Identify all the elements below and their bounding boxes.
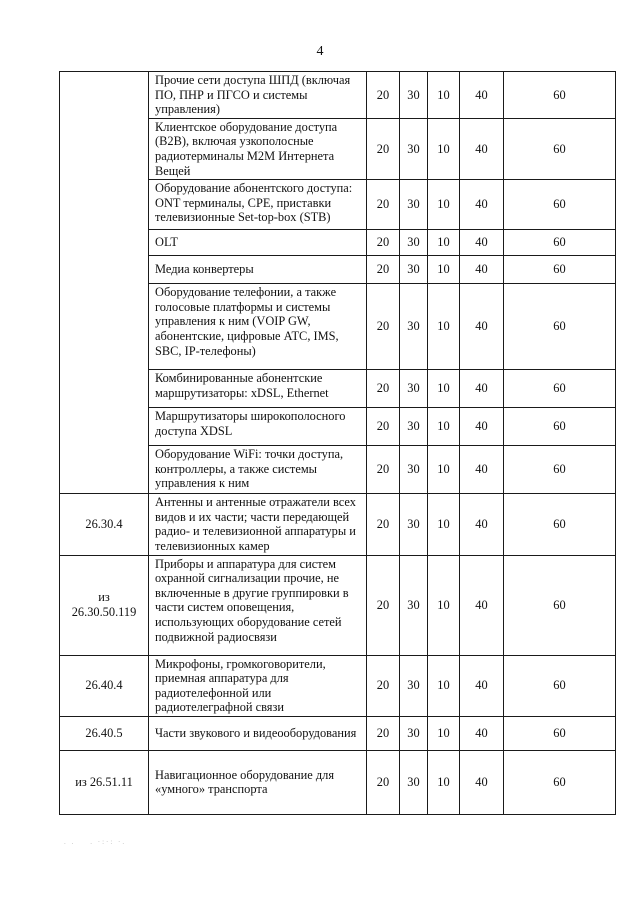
value-cell-5: 60: [504, 180, 616, 230]
value-cell-5: 60: [504, 256, 616, 284]
value-cell-5: 60: [504, 370, 616, 408]
table-row: [60, 72, 616, 119]
value-cell-2: 30: [400, 284, 428, 370]
value-cell-1: 20: [367, 555, 400, 655]
value-cell-1: 20: [367, 256, 400, 284]
value-cell-4: 40: [460, 655, 504, 716]
value-cell-2: 30: [400, 750, 428, 814]
value-cell-2: 30: [400, 555, 428, 655]
value-cell-1: 20: [367, 370, 400, 408]
equipment-description-cell: Оборудование WiFi: точки доступа, контроллеры, а также системы управления к ним: [149, 446, 367, 494]
value-cell-1: 20: [367, 180, 400, 230]
okpd-code-cell: из 26.30.50.119: [60, 555, 149, 655]
value-cell-2: 30: [400, 446, 428, 494]
okpd-code-cell: 26.40.5: [60, 716, 149, 750]
value-cell-4: 40: [460, 256, 504, 284]
okpd-code-cell: 26.40.4: [60, 655, 149, 716]
equipment-description-cell: Микрофоны, громкоговорители, приемная аппаратура для радиотелефонной или радиотелеграфной связи: [149, 655, 367, 716]
value-cell-3: 10: [428, 370, 460, 408]
value-cell-3: 10: [428, 118, 460, 179]
value-cell-2: 30: [400, 716, 428, 750]
value-cell-4: 40: [460, 555, 504, 655]
value-cell-4: 40: [460, 494, 504, 555]
value-cell-4: 40: [460, 408, 504, 446]
equipment-description-cell: Навигационное оборудование для «умного» транспорта: [149, 750, 367, 814]
value-cell-5: 60: [504, 408, 616, 446]
value-cell-3: 10: [428, 256, 460, 284]
value-cell-5: 60: [504, 494, 616, 555]
equipment-description-cell: Маршрутизаторы широкополосного доступа XDSL: [149, 408, 367, 446]
equipment-description-cell: Клиентское оборудование доступа (B2B), включая узкополосные радиотерминалы M2M Интернета Вещей: [149, 118, 367, 179]
equipment-description-cell: Прочие сети доступа ШПД (включая ПО, ПНР и ПГСО и системы управления): [149, 72, 367, 119]
value-cell-3: 10: [428, 180, 460, 230]
value-cell-5: 60: [504, 750, 616, 814]
value-cell-1: 20: [367, 284, 400, 370]
value-cell-5: 60: [504, 555, 616, 655]
value-cell-4: 40: [460, 180, 504, 230]
equipment-description-cell: Комбинированные абонентские маршрутизаторы: xDSL, Ethernet: [149, 370, 367, 408]
value-cell-4: 40: [460, 284, 504, 370]
value-cell-3: 10: [428, 716, 460, 750]
value-cell-5: 60: [504, 284, 616, 370]
value-cell-3: 10: [428, 408, 460, 446]
table-body: [60, 72, 616, 815]
value-cell-1: 20: [367, 446, 400, 494]
value-cell-4: 40: [460, 716, 504, 750]
equipment-description-cell: Оборудование телефонии, а также голосовые платформы и системы управления к ним (VOIP GW, абонентские, цифровые АТС, IMS, SBC, IP-телефоны): [149, 284, 367, 370]
value-cell-2: 30: [400, 118, 428, 179]
equipment-table: [59, 71, 616, 815]
value-cell-1: 20: [367, 230, 400, 256]
value-cell-4: 40: [460, 370, 504, 408]
value-cell-5: 60: [504, 655, 616, 716]
value-cell-3: 10: [428, 230, 460, 256]
table-row: [60, 555, 616, 655]
value-cell-4: 40: [460, 230, 504, 256]
okpd-code-cell: 26.30.4: [60, 494, 149, 555]
value-cell-2: 30: [400, 655, 428, 716]
table-row: [60, 716, 616, 750]
value-cell-1: 20: [367, 118, 400, 179]
okpd-code-cell: [60, 72, 149, 494]
equipment-description-cell: Антенны и антенные отражатели всех видов и их части; части передающей радио- и телевизионной аппаратуры и телевизионных камер: [149, 494, 367, 555]
okpd-code-cell: из 26.51.11: [60, 750, 149, 814]
table-row: [60, 494, 616, 555]
scan-artifact: . . . ·:·: ·.: [64, 838, 127, 846]
value-cell-3: 10: [428, 446, 460, 494]
value-cell-2: 30: [400, 230, 428, 256]
value-cell-2: 30: [400, 256, 428, 284]
value-cell-1: 20: [367, 408, 400, 446]
value-cell-2: 30: [400, 408, 428, 446]
value-cell-2: 30: [400, 370, 428, 408]
value-cell-5: 60: [504, 716, 616, 750]
equipment-description-cell: Приборы и аппаратура для систем охранной сигнализации прочие, не включенные в другие группировки в части систем оповещения, использующих оборудование сетей подвижной радиосвязи: [149, 555, 367, 655]
value-cell-3: 10: [428, 750, 460, 814]
value-cell-5: 60: [504, 446, 616, 494]
value-cell-1: 20: [367, 655, 400, 716]
equipment-description-cell: Оборудование абонентского доступа: ONT терминалы, CPE, приставки телевизионные Set-top-box (STB): [149, 180, 367, 230]
table-row: [60, 750, 616, 814]
equipment-description-cell: Части звукового и видеооборудования: [149, 716, 367, 750]
value-cell-5: 60: [504, 118, 616, 179]
value-cell-1: 20: [367, 72, 400, 119]
table-row: [60, 655, 616, 716]
value-cell-1: 20: [367, 716, 400, 750]
value-cell-2: 30: [400, 180, 428, 230]
equipment-description-cell: Медиа конвертеры: [149, 256, 367, 284]
value-cell-3: 10: [428, 555, 460, 655]
value-cell-1: 20: [367, 750, 400, 814]
value-cell-1: 20: [367, 494, 400, 555]
value-cell-4: 40: [460, 750, 504, 814]
equipment-description-cell: OLT: [149, 230, 367, 256]
value-cell-5: 60: [504, 230, 616, 256]
value-cell-4: 40: [460, 446, 504, 494]
value-cell-5: 60: [504, 72, 616, 119]
page-number: 4: [316, 44, 324, 59]
value-cell-3: 10: [428, 655, 460, 716]
value-cell-2: 30: [400, 494, 428, 555]
value-cell-3: 10: [428, 72, 460, 119]
value-cell-4: 40: [460, 72, 504, 119]
value-cell-3: 10: [428, 284, 460, 370]
value-cell-2: 30: [400, 72, 428, 119]
value-cell-3: 10: [428, 494, 460, 555]
value-cell-4: 40: [460, 118, 504, 179]
